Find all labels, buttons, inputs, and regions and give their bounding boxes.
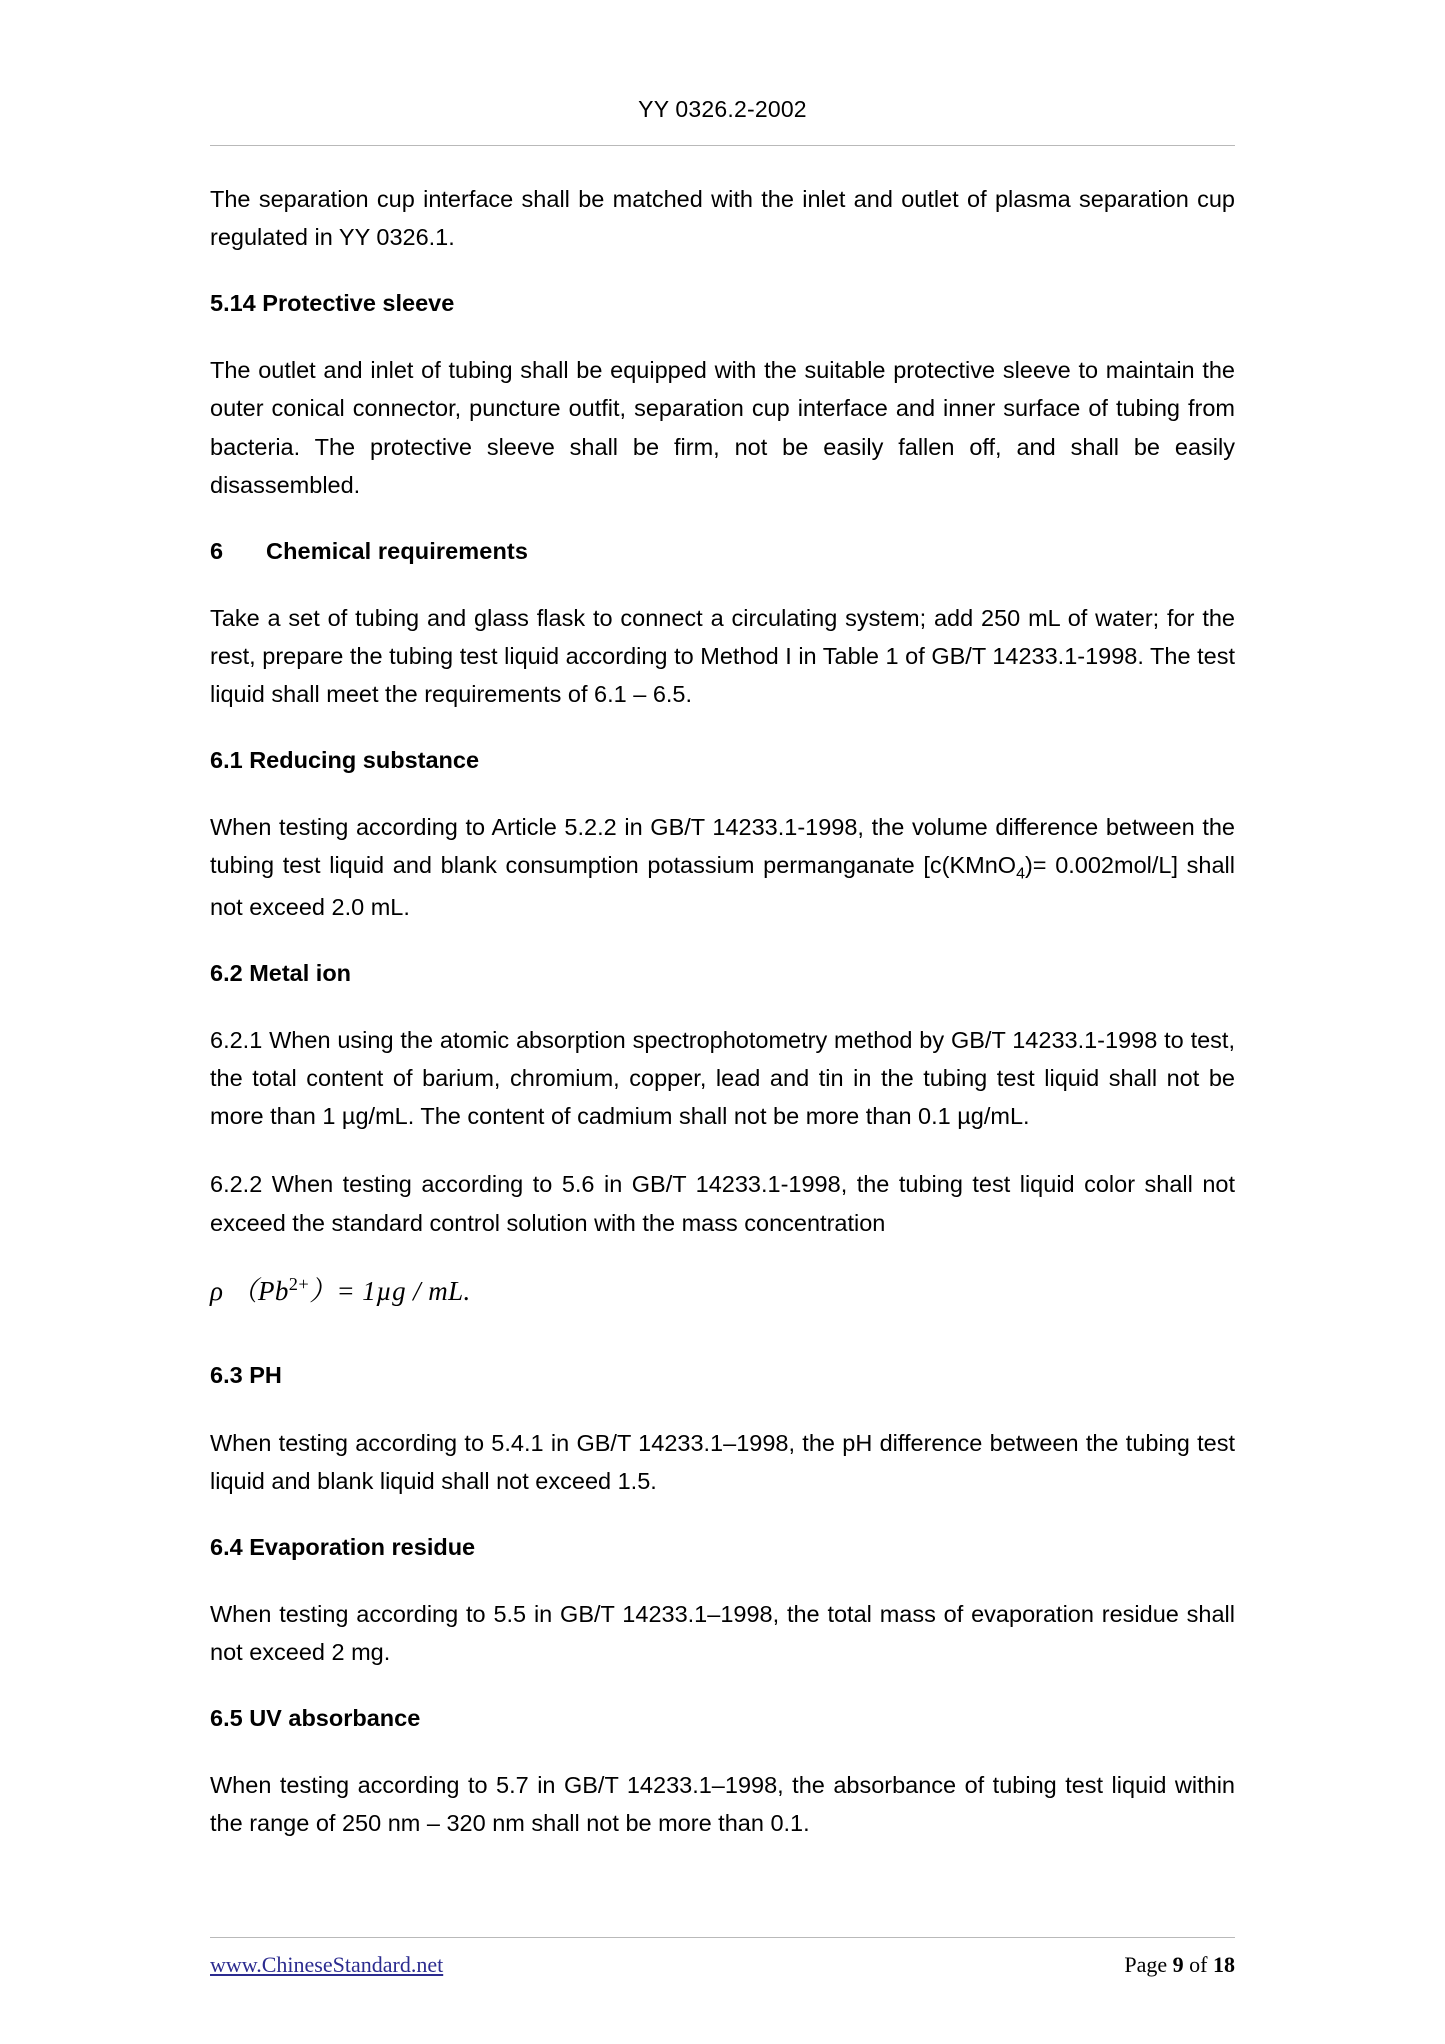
formula-units: µg / mL (376, 1275, 464, 1306)
document-body (210, 146, 1235, 1843)
paragraph-6-1-part-b: )= 0.002mol/L] shall not exceed 2.0 mL. (210, 852, 1235, 920)
heading-5-14: 5.14 Protective sleeve (210, 290, 455, 317)
formula-equals: = 1 (336, 1275, 377, 1306)
formula-period: . (463, 1275, 471, 1306)
heading-6-number: 6 (210, 537, 224, 564)
kmno4-subscript: 4 (1016, 866, 1025, 884)
heading-6-4: 6.4 Evaporation residue (210, 1533, 476, 1560)
formula-pb: Pb (257, 1275, 289, 1306)
footer-website-link[interactable]: www.ChineseStandard.net (210, 1952, 444, 1977)
heading-6-5: 6.5 UV absorbance (210, 1705, 421, 1732)
paragraph-6-3: When testing according to 5.4.1 in GB/T 14233.1–1998, the pH difference between the tubing test liquid and blank liquid shall not exceed 1.5. (210, 1429, 1235, 1494)
paragraph-6-5: When testing according to 5.7 in GB/T 14233.1–1998, the absorbance of tubing test liquid within the range of 250 nm – 320 nm shall not be more than 0.1. (210, 1772, 1235, 1837)
footer-page-info (1124, 1952, 1235, 1978)
page-total: 18 (1213, 1952, 1235, 1977)
page-footer (210, 1937, 1235, 1978)
formula-close-paren: ） (309, 1275, 337, 1306)
formula-mass-concentration (210, 1272, 1235, 1311)
paragraph-6-2-1: 6.2.1 When using the atomic absorption spectrophotometry method by GB/T 14233.1-1998 to test, the total content of barium, chromium, copper, lead and tin in the tubing test liquid shall not be more than 1 µg/mL. The content of cadmium shall not be more than 0.1 µg/mL. (210, 1027, 1235, 1130)
paragraph-5-14: The outlet and inlet of tubing shall be equipped with the suitable protective sleeve to maintain the outer conical connector, puncture outfit, separation cup interface and inner surface of tubing from bacteria. The protective sleeve shall be firm, not be easily fallen off, and shall be easily disassembled. (210, 357, 1235, 498)
heading-6-title: Chemical requirements (266, 537, 528, 564)
heading-6-3: 6.3 PH (210, 1362, 282, 1389)
paragraph-6-4: When testing according to 5.5 in GB/T 14233.1–1998, the total mass of evaporation residue shall not exceed 2 mg. (210, 1601, 1235, 1666)
paragraph-6-2-2: 6.2.2 When testing according to 5.6 in GB/T 14233.1-1998, the tubing test liquid color shall not exceed the standard control solution with the mass concentration (210, 1171, 1235, 1236)
intro-paragraph: The separation cup interface shall be matched with the inlet and outlet of plasma separation cup regulated in YY 0326.1. (210, 186, 1235, 251)
page-header (210, 0, 1235, 123)
formula-charge: 2+ (288, 1273, 310, 1294)
formula-rho: ρ (210, 1275, 224, 1306)
page-middle: of (1183, 1952, 1213, 1977)
paragraph-6-1-part-a: When testing according to Article 5.2.2 in GB/T 14233.1-1998, the volume difference between the tubing test liquid and blank consumption potassium permanganate [c(KMnO (210, 814, 1235, 879)
heading-6 (210, 534, 1235, 569)
formula-open-paren: （ (230, 1275, 258, 1306)
page-prefix: Page (1124, 1952, 1173, 1977)
heading-6-1: 6.1 Reducing substance (210, 747, 480, 774)
standard-id: YY 0326.2-2002 (638, 96, 807, 122)
paragraph-6: Take a set of tubing and glass flask to connect a circulating system; add 250 mL of water; for the rest, prepare the tubing test liquid according to Method I in Table 1 of GB/T 14233.1-1998. The test liquid shall meet the requirements of 6.1 – 6.5. (210, 604, 1235, 707)
heading-6-2: 6.2 Metal ion (210, 960, 352, 987)
page-number: 9 (1172, 1952, 1184, 1977)
footer-divider (210, 1937, 1235, 1938)
paragraph-6-1 (210, 808, 1235, 926)
